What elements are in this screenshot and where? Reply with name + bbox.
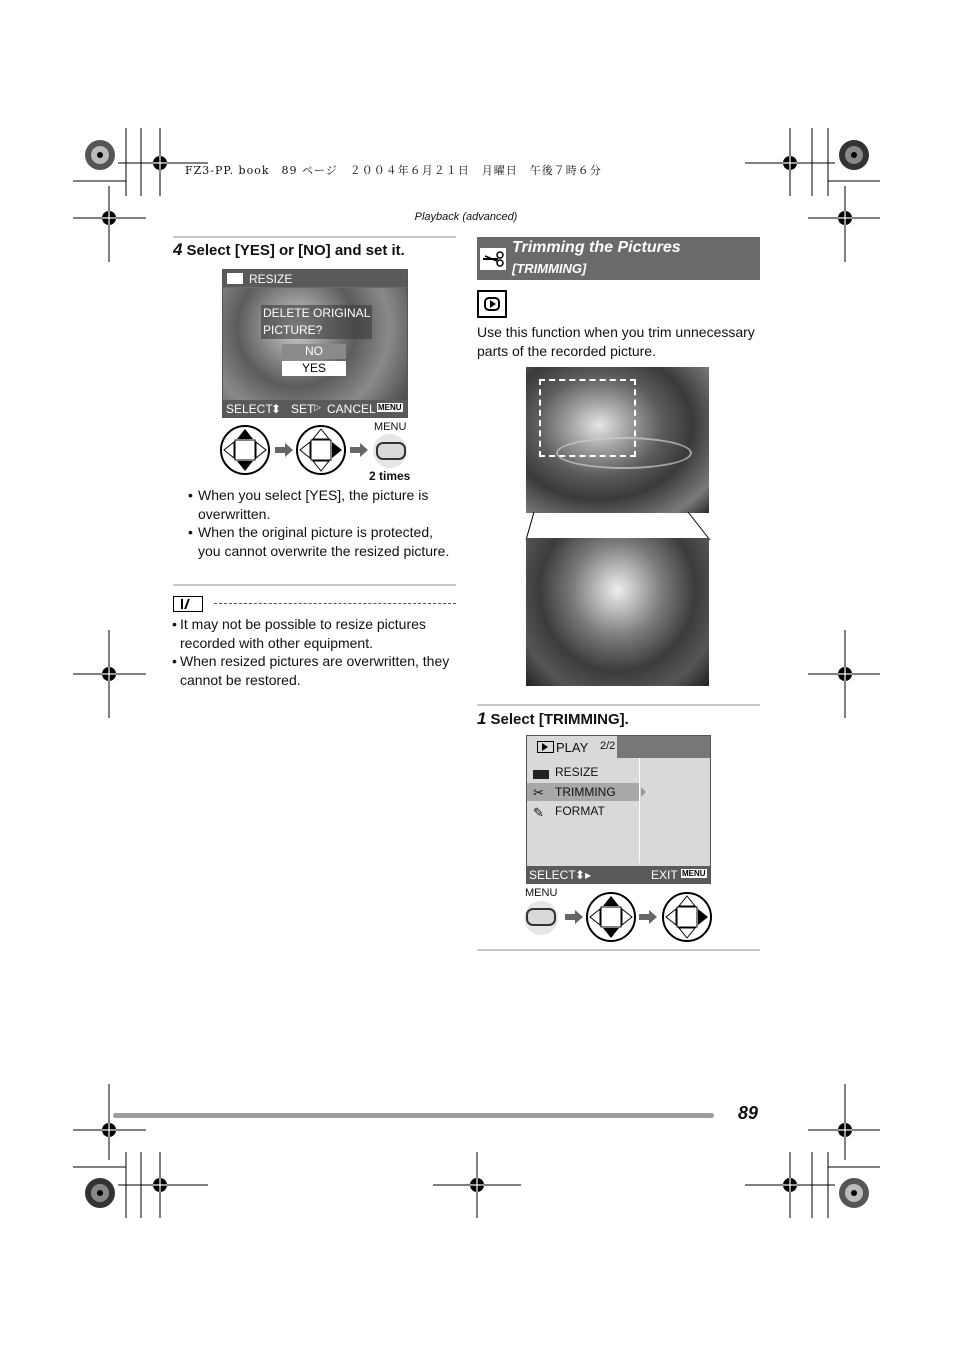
print-header: FZ3-PP. book 89 ページ ２００４年６月２１日 月曜日 午後７時６分 [185, 164, 602, 177]
two-times-label: 2 times [369, 469, 411, 483]
footer-bar [113, 1113, 714, 1118]
step-1-number: 1 [477, 709, 487, 728]
note-2: • When resized pictures are overwritten, they cannot be restored. [170, 652, 456, 689]
menu-label-right: MENU [525, 887, 558, 899]
trimmed-photo [526, 538, 709, 686]
page-indicator: 2/2 [600, 740, 616, 752]
dpad-updown-icon [587, 893, 635, 941]
page-number: 89 [738, 1103, 759, 1123]
right-mid-rule [477, 704, 760, 706]
right-bottom-rule [477, 949, 760, 951]
left-top-rule [173, 236, 456, 238]
resize-icon [533, 768, 551, 779]
format-icon: ✎ [533, 805, 544, 820]
step-4-title [173, 240, 405, 260]
question-line2: PICTURE? [263, 323, 323, 337]
menu-tag-right: MENU [682, 869, 706, 878]
play-tab[interactable] [527, 736, 617, 758]
step-1-title [477, 709, 629, 729]
resize-title: RESIZE [249, 272, 293, 286]
play-menu-screen [526, 735, 711, 884]
resize-title-bar [223, 270, 407, 287]
dpad-down-icon [221, 426, 269, 474]
section-title: Trimming the Pictures [512, 239, 681, 256]
section-subtitle: [TRIMMING] [512, 261, 587, 276]
menu-item-resize[interactable]: RESIZE [555, 765, 599, 779]
resize-bottom-bar [223, 400, 407, 417]
original-photo [526, 367, 709, 513]
play-bottom-bar [527, 866, 710, 883]
menu-label-left: MENU [374, 421, 407, 433]
menu-item-trimming-row[interactable] [527, 783, 639, 801]
bullet-1: • When you select [YES], the picture is overwritten. [186, 486, 456, 523]
left-mid-rule [173, 584, 456, 586]
menu-button-icon-right [526, 908, 556, 926]
play-tab-label: PLAY [556, 740, 589, 755]
play-select-label: SELECT [529, 868, 576, 882]
note-dashed-line [214, 603, 456, 604]
option-yes[interactable]: YES [282, 361, 346, 376]
question-line1: DELETE ORIGINAL [263, 306, 371, 320]
scissors-icon [480, 248, 506, 270]
option-no[interactable]: NO [282, 344, 346, 359]
set-label: SET [291, 402, 315, 416]
section-header [477, 237, 760, 280]
select-label: SELECT [226, 402, 273, 416]
note-icon [173, 596, 203, 612]
menu-item-format[interactable]: FORMAT [555, 804, 605, 818]
dpad-right-icon [297, 426, 345, 474]
trim-intro: Use this function when you trim unnecessary parts of the recorded picture. [477, 324, 755, 359]
note-1: • It may not be possible to resize pictures recorded with other equipment. [170, 615, 456, 652]
menu-item-trimming: TRIMMING [555, 785, 616, 799]
note-bullets [170, 615, 456, 689]
resize-screen [222, 269, 408, 418]
delete-question [261, 305, 372, 339]
scissors-icon: ✂ [533, 785, 544, 800]
dpad-right-icon-2 [663, 893, 711, 941]
exit-label: EXIT [651, 868, 678, 882]
step-1-text: Select [TRIMMING]. [490, 711, 629, 728]
step-number: 4 [173, 240, 183, 259]
updown-icon: ⬍ [271, 402, 282, 416]
step-text: Select [YES] or [NO] and set it. [186, 242, 405, 259]
updown-right-icon: ⬍▸ [575, 868, 592, 882]
left-bullets [186, 486, 456, 560]
menu-tag: MENU [378, 403, 402, 412]
play-icon [537, 741, 554, 753]
cancel-label: CANCEL [327, 402, 376, 416]
right-arrow-icon: ▷ [314, 402, 321, 412]
menu-button-icon [376, 442, 406, 460]
running-head [0, 211, 954, 223]
resize-icon [227, 273, 243, 284]
bullet-2: • When the original picture is protected, you cannot overwrite the resized picture. [186, 523, 456, 560]
running-head-text: Playback (advanced) [414, 211, 518, 223]
submenu-arrow-icon [641, 787, 646, 797]
playback-mode-icon [477, 290, 507, 318]
